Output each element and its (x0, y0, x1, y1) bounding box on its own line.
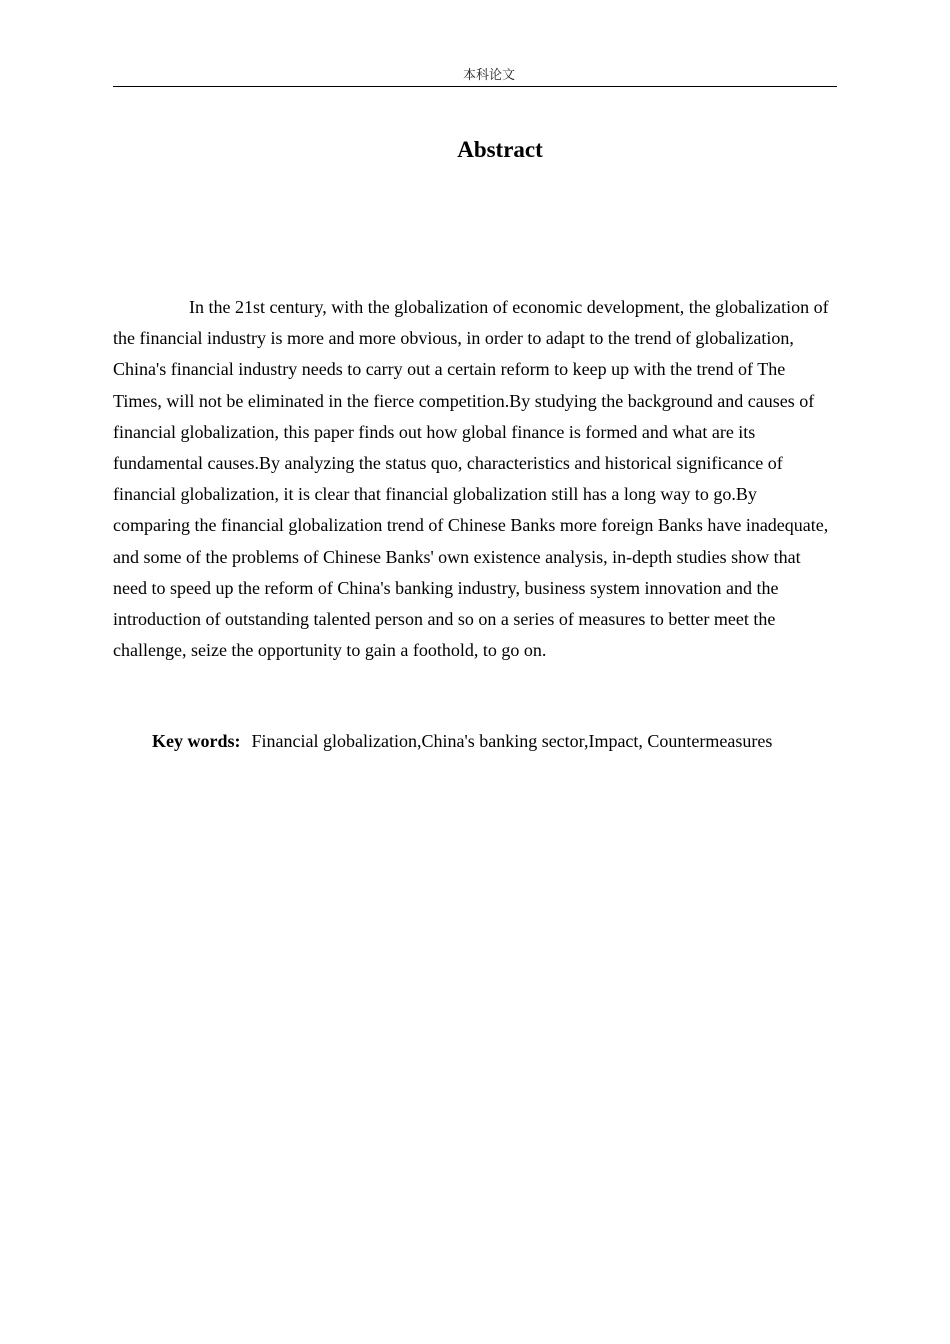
keywords-line (152, 727, 842, 755)
keywords-value: Financial globalization,China's banking sector,Impact, Countermeasures (251, 731, 773, 751)
abstract-body: In the 21st century, with the globalization of economic development, the globalization of the financial industry is more and more obvious, in order to adapt to the trend of globalization, China's financial industry needs to carry out a certain reform to keep up with the trend of The Times, will not be eliminated in the fierce competition.By studying the background and causes of financial globalization, this paper finds out how global finance is formed and what are its fundamental causes.By analyzing the status quo, characteristics and historical significance of financial globalization, it is clear that financial globalization still has a long way to go.By comparing the financial globalization trend of Chinese Banks more foreign Banks have inadequate, and some of the problems of Chinese Banks' own existence analysis, in-depth studies show that need to speed up the reform of China's banking industry, business system innovation and the introduction of outstanding talented person and so on a series of measures to better meet the challenge, seize the opportunity to gain a foothold, to go on. (113, 297, 829, 661)
keywords-label: Key words: (152, 731, 241, 751)
abstract-title: Abstract (457, 137, 543, 162)
page-header (113, 66, 837, 87)
header-text: 本科论文 (462, 68, 515, 83)
